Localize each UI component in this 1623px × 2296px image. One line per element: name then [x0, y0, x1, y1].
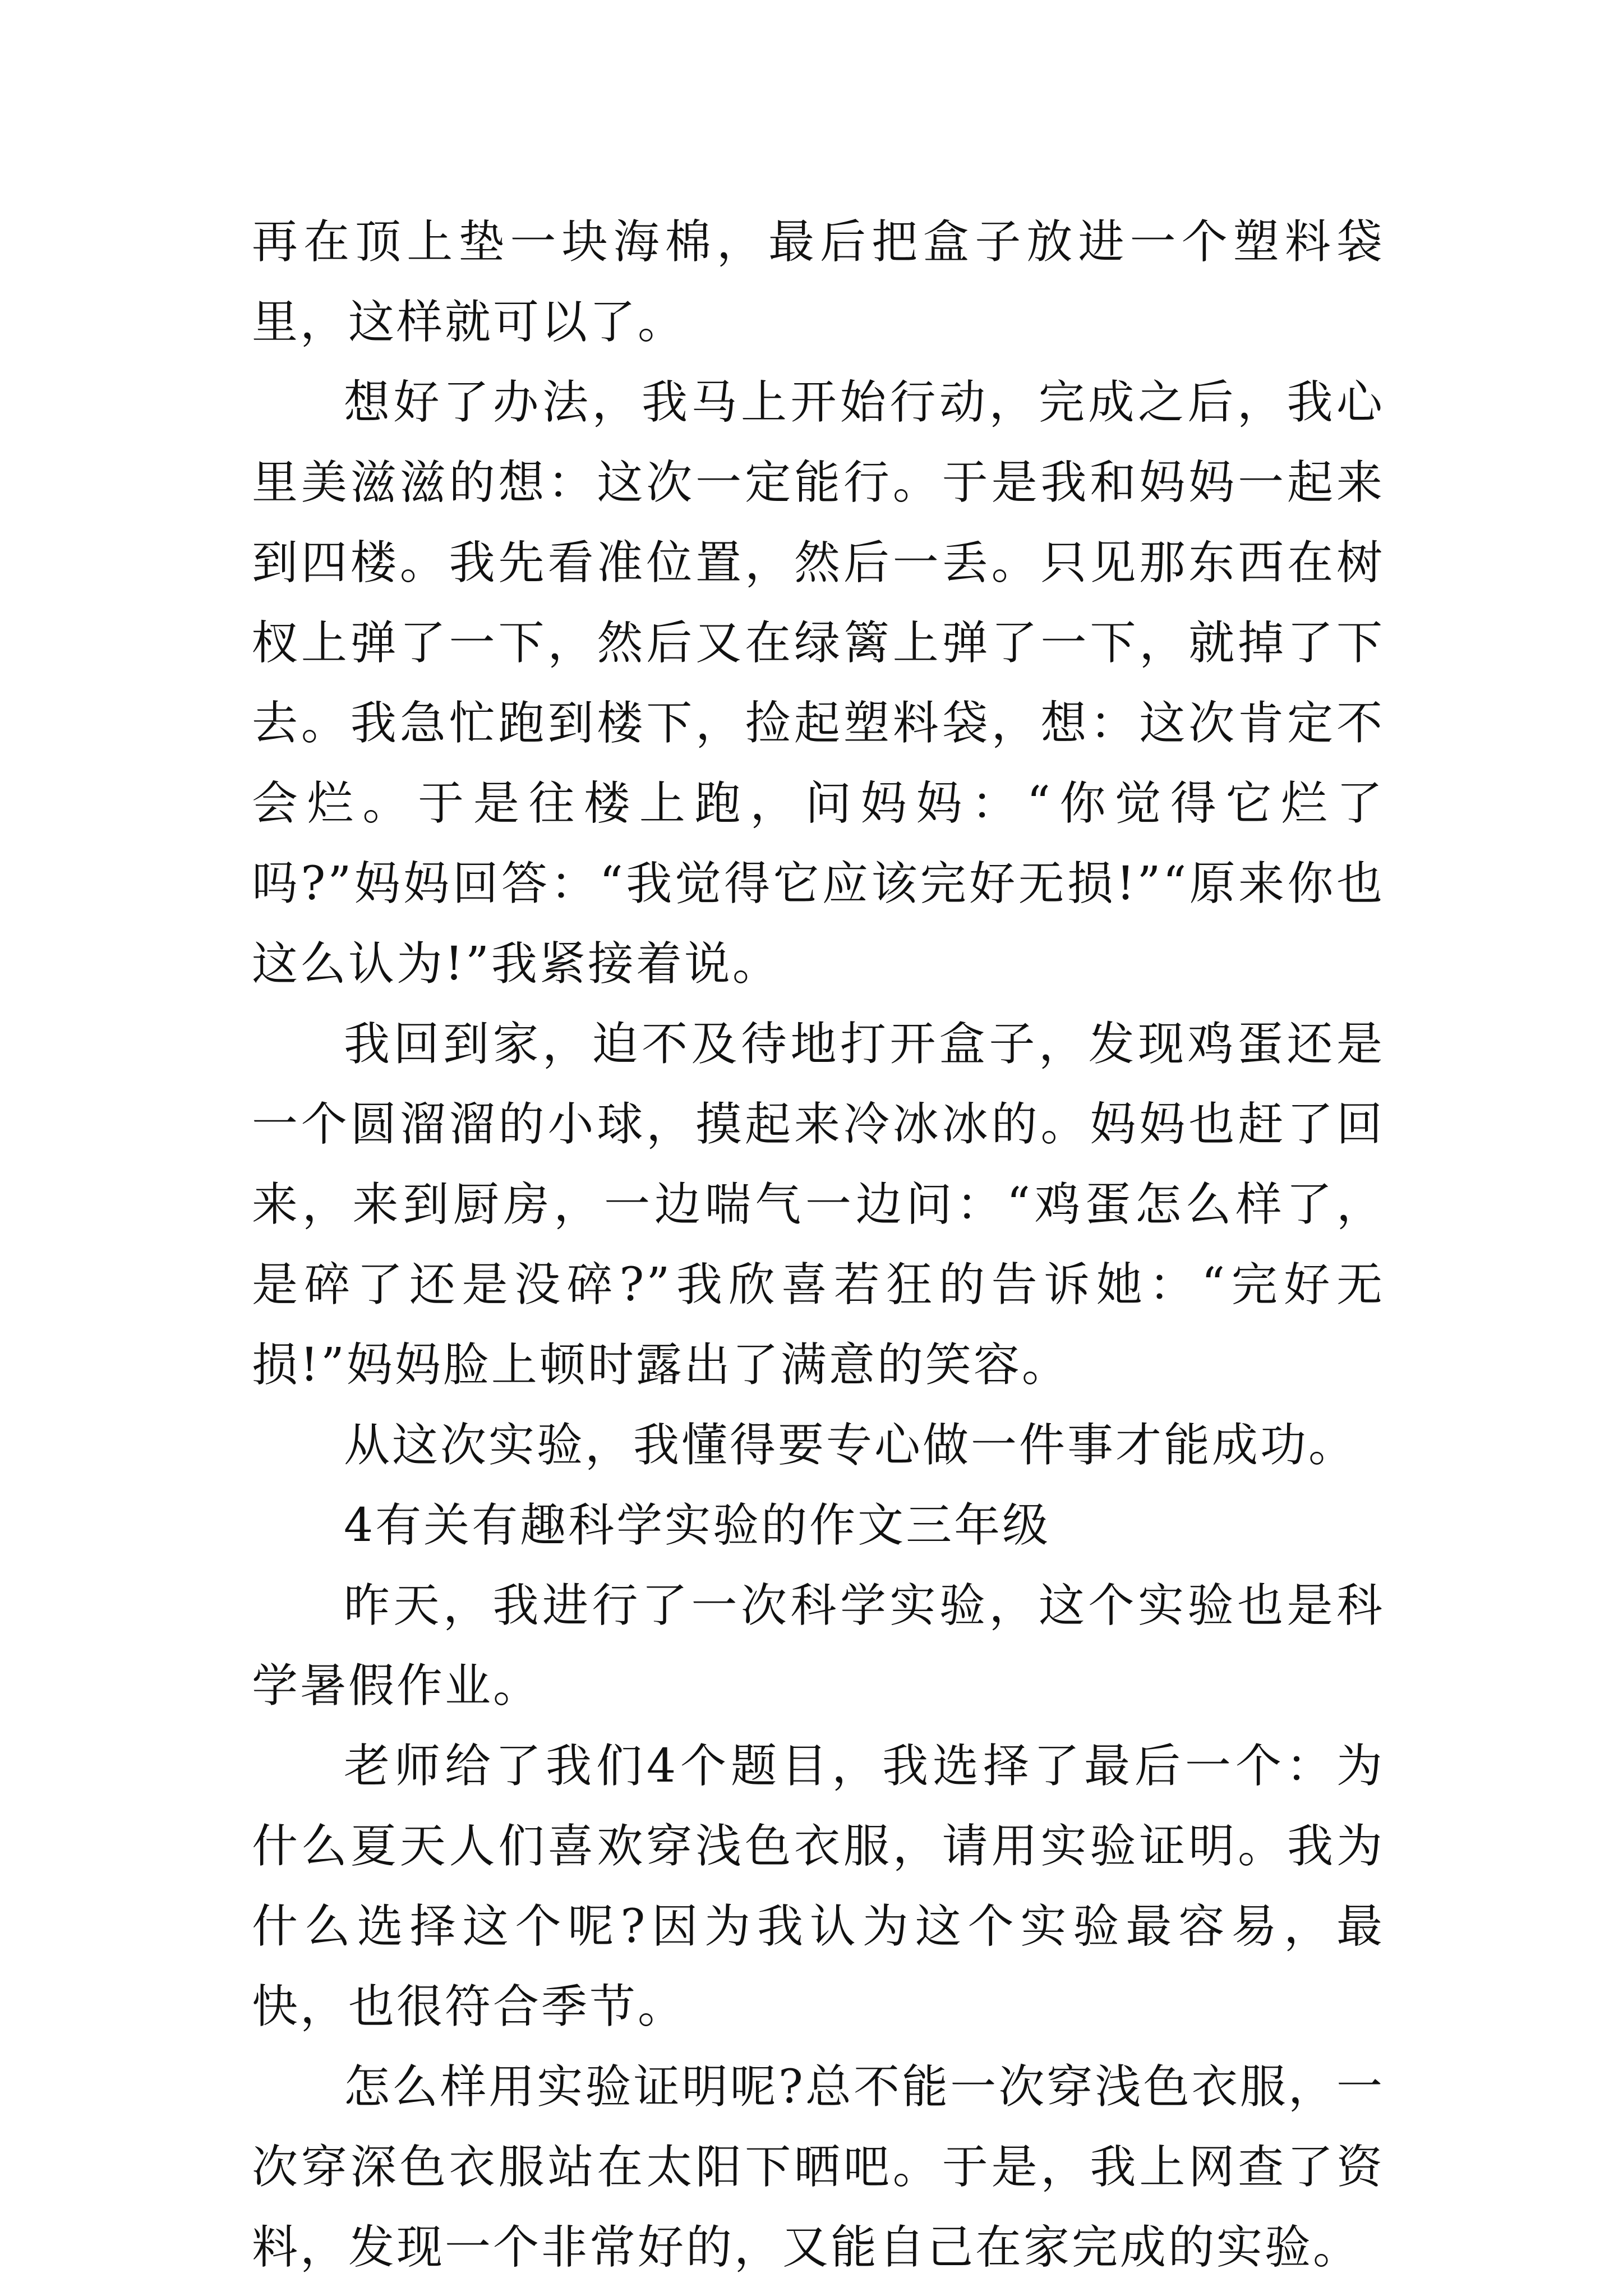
paragraph-plan-and-drop: 想好了办法，我马上开始行动，完成之后，我心里美滋滋的想：这次一定能行。于是我和妈妈一起来到四楼。我先看准位置，然后一丢。只见那东西在树杈上弹了一下，然后又在绿篱上弹了一下，就掉了下去。我急忙跑到楼下，捡起塑料袋，想：这次肯定不会烂。于是往楼上跑，问妈妈：“你觉得它烂了吗?”妈妈回答：“我觉得它应该完好无损!”“原来你也这么认为!”我紧接着说。 — [252, 376, 1385, 991]
document-body — [252, 202, 1385, 2288]
paragraph-lesson: 从这次实验，我懂得要专心做一件事才能成功。 — [344, 1419, 1357, 1472]
paragraph-how-to-prove: 怎么样用实验证明呢?总不能一次穿浅色衣服，一次穿深色衣服站在太阳下晒吧。于是，我上网查了资料，发现一个非常好的，又能自己在家完成的实验。 — [252, 2060, 1385, 2274]
paragraph-continuation: 再在顶上垫一块海棉，最后把盒子放进一个塑料袋里，这样就可以了。 — [252, 215, 1385, 349]
paragraph-yesterday: 昨天，我进行了一次科学实验，这个实验也是科学暑假作业。 — [252, 1579, 1385, 1713]
paragraph-topic-choice: 老师给了我们4个题目，我选择了最后一个：为什么夏天人们喜欢穿浅色衣服，请用实验证明。我为什么选择这个呢?因为我认为这个实验最容易，最快，也很符合季节。 — [252, 1740, 1385, 2033]
section-heading: 4有关有趣科学实验的作文三年级 — [344, 1499, 1051, 1552]
paragraph-egg-intact: 我回到家，迫不及待地打开盒子，发现鸡蛋还是一个圆溜溜的小球，摸起来冷冰冰的。妈妈也赶了回来，来到厨房，一边喘气一边问：“鸡蛋怎么样了，是碎了还是没碎?”我欣喜若狂的告诉她：“完好无损!”妈妈脸上顿时露出了满意的笑容。 — [252, 1018, 1385, 1392]
